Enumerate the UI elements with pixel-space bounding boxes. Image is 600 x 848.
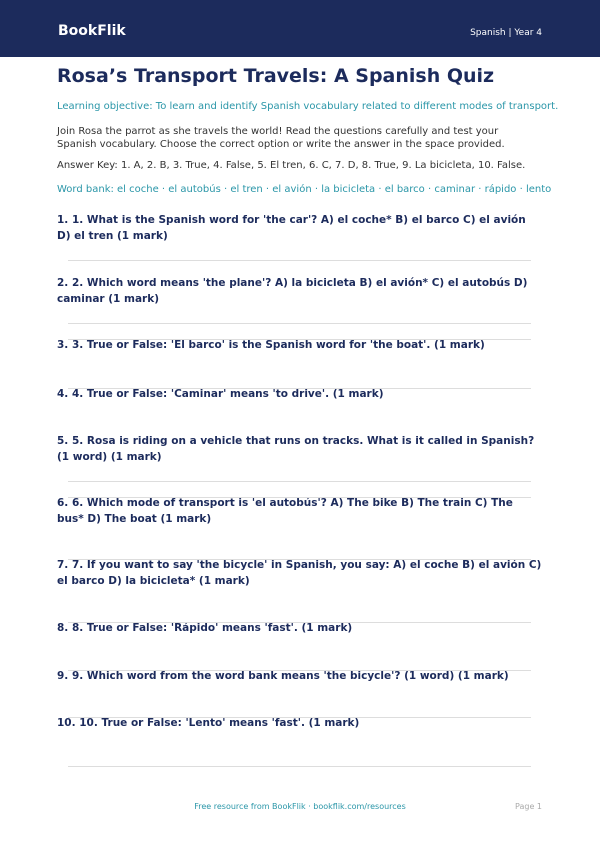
page-header xyxy=(0,0,600,57)
question-1: 1. 1. What is the Spanish word for 'the car'? A) el coche* B) el barco C) el avión D) el tren (1 mark) xyxy=(57,214,526,242)
brand-logo: BookFlik xyxy=(58,23,126,39)
question-6: 6. 6. Which mode of transport is 'el autobús'? A) The bike B) The train C) The bus* D) The boat (1 mark) xyxy=(57,497,513,525)
answer-line-9 xyxy=(68,670,531,671)
question-3: 3. 3. True or False: 'El barco' is the Spanish word for 'the boat'. (1 mark) xyxy=(57,339,485,351)
answer-line-final xyxy=(68,766,531,767)
answer-line-4 xyxy=(68,388,531,389)
answer-line-10 xyxy=(68,717,531,718)
word-bank: Word bank: el coche · el autobús · el tren · el avión · la bicicleta · el barco · caminar · rápido · lento xyxy=(57,184,552,195)
question-5: 5. 5. Rosa is riding on a vehicle that runs on tracks. What is it called in Spanish? (1 word) (1 mark) xyxy=(57,435,535,463)
answer-line-8 xyxy=(68,622,531,623)
answer-line-5 xyxy=(68,481,531,482)
intro-text: Join Rosa the parrot as she travels the world! Read the questions carefully and test your Spanish vocabulary. Choose the correct option or write the answer in the space provided. xyxy=(57,126,505,150)
question-8: 8. 8. True or False: 'Rápido' means 'fast'. (1 mark) xyxy=(57,622,353,634)
question-2: 2. 2. Which word means 'the plane'? A) la bicicleta B) el avión* C) el autobús D) caminar (1 mark) xyxy=(57,277,528,305)
answer-line-7 xyxy=(68,559,531,560)
answer-line-1 xyxy=(68,260,531,261)
question-9: 9. 9. Which word from the word bank means 'the bicycle'? (1 word) (1 mark) xyxy=(57,670,509,682)
learning-objective: Learning objective: To learn and identify Spanish vocabulary related to different modes of transport. xyxy=(57,101,559,112)
answer-line-3 xyxy=(68,339,531,340)
answer-line-2 xyxy=(68,323,531,324)
answer-line-6 xyxy=(68,497,531,498)
footer-link-text: Free resource from BookFlik · bookflik.com/resources xyxy=(194,802,406,811)
question-4: 4. 4. True or False: 'Caminar' means 'to drive'. (1 mark) xyxy=(57,388,384,400)
subject-year-label: Spanish | Year 4 xyxy=(470,28,542,38)
question-10: 10. 10. True or False: 'Lento' means 'fast'. (1 mark) xyxy=(57,717,360,729)
answer-key: Answer Key: 1. A, 2. B, 3. True, 4. False, 5. El tren, 6. C, 7. D, 8. True, 9. La bicicleta, 10. False. xyxy=(57,160,526,171)
page-title: Rosa’s Transport Travels: A Spanish Quiz xyxy=(57,65,495,87)
page-number: Page 1 xyxy=(515,802,542,811)
question-7: 7. 7. If you want to say 'the bicycle' in Spanish, you say: A) el coche B) el avión C) el barco D) la bicicleta* (1 mark) xyxy=(57,559,542,587)
